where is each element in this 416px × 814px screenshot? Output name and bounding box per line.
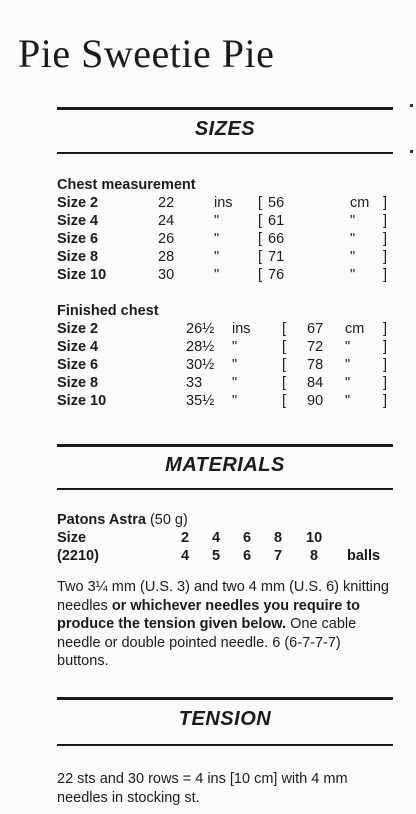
materials-color-label: (2210) bbox=[57, 548, 99, 564]
balls-count: 8 bbox=[310, 548, 319, 564]
size-label: Size 2 bbox=[57, 321, 99, 337]
yarn-name: Patons Astra bbox=[57, 512, 146, 528]
close-bracket: ] bbox=[383, 375, 388, 391]
cm-value: 78 bbox=[307, 357, 324, 373]
cm-value: 84 bbox=[307, 375, 324, 391]
inches-unit: " bbox=[232, 393, 238, 409]
balls-count: 5 bbox=[212, 548, 221, 564]
margin-mark bbox=[410, 150, 413, 153]
materials-size-value: 6 bbox=[243, 530, 252, 546]
inches-unit: " bbox=[214, 267, 220, 283]
inches-value: 28½ bbox=[186, 339, 215, 355]
inches-value: 33 bbox=[186, 375, 203, 391]
materials-size-value: 10 bbox=[306, 530, 323, 546]
open-bracket: [ bbox=[258, 231, 263, 247]
close-bracket: ] bbox=[383, 321, 388, 337]
size-label: Size 10 bbox=[57, 393, 107, 409]
tension-top-rule bbox=[57, 697, 393, 700]
close-bracket: ] bbox=[383, 249, 388, 265]
cm-unit: " bbox=[345, 357, 351, 373]
cm-value: 76 bbox=[268, 267, 285, 283]
open-bracket: [ bbox=[258, 213, 263, 229]
cm-value: 67 bbox=[307, 321, 324, 337]
inches-unit: " bbox=[214, 231, 220, 247]
size-label: Size 4 bbox=[57, 339, 99, 355]
inches-value: 22 bbox=[158, 195, 175, 211]
inches-value: 26 bbox=[158, 231, 175, 247]
sizes-bottom-rule bbox=[57, 152, 393, 154]
tension-text: 22 sts and 30 rows = 4 ins [10 cm] with 4 mm needles in stocking st. bbox=[57, 771, 348, 806]
close-bracket: ] bbox=[383, 357, 388, 373]
inches-unit: " bbox=[232, 357, 238, 373]
close-bracket: ] bbox=[383, 195, 388, 211]
size-label: Size 4 bbox=[57, 213, 99, 229]
balls-count: 7 bbox=[274, 548, 283, 564]
size-label: Size 2 bbox=[57, 195, 99, 211]
balls-count: 6 bbox=[243, 548, 252, 564]
materials-size-label: Size bbox=[57, 530, 87, 546]
cm-unit: " bbox=[345, 393, 351, 409]
chest-measurement-heading: Chest measurement bbox=[57, 177, 196, 193]
size-label: Size 8 bbox=[57, 249, 99, 265]
tension-bottom-rule bbox=[57, 744, 393, 746]
size-label: Size 6 bbox=[57, 357, 99, 373]
cm-unit: " bbox=[350, 267, 356, 283]
open-bracket: [ bbox=[258, 267, 263, 283]
open-bracket: [ bbox=[282, 393, 287, 409]
materials-size-value: 4 bbox=[212, 530, 221, 546]
materials-top-rule bbox=[57, 444, 393, 447]
size-label: Size 10 bbox=[57, 267, 107, 283]
cm-value: 61 bbox=[268, 213, 285, 229]
inches-unit: " bbox=[214, 213, 220, 229]
inches-unit: " bbox=[214, 249, 220, 265]
pattern-title: Pie Sweetie Pie bbox=[18, 31, 275, 76]
balls-label: balls bbox=[347, 548, 381, 564]
materials-heading: MATERIALS bbox=[165, 454, 285, 476]
cm-unit: " bbox=[350, 231, 356, 247]
open-bracket: [ bbox=[282, 357, 287, 373]
inches-value: 30½ bbox=[186, 357, 215, 373]
cm-value: 66 bbox=[268, 231, 285, 247]
yarn-line bbox=[57, 511, 188, 529]
cm-value: 90 bbox=[307, 393, 324, 409]
inches-unit: " bbox=[232, 375, 238, 391]
needles-text-2: One cable needle or double pointed needle. 6 (6-7-7-7) buttons. bbox=[57, 616, 357, 669]
open-bracket: [ bbox=[282, 321, 287, 337]
close-bracket: ] bbox=[383, 339, 388, 355]
inches-value: 26½ bbox=[186, 321, 215, 337]
yarn-weight: (50 g) bbox=[149, 512, 188, 528]
close-bracket: ] bbox=[383, 267, 388, 283]
balls-count: 4 bbox=[181, 548, 190, 564]
materials-size-value: 2 bbox=[181, 530, 190, 546]
inches-value: 35½ bbox=[186, 393, 215, 409]
cm-unit: " bbox=[345, 339, 351, 355]
needles-text-bold: or whichever needles you require to produce the tension given below. bbox=[57, 597, 361, 632]
cm-value: 71 bbox=[268, 249, 285, 265]
sizes-heading: SIZES bbox=[194, 118, 256, 140]
open-bracket: [ bbox=[282, 375, 287, 391]
open-bracket: [ bbox=[258, 195, 263, 211]
cm-value: 72 bbox=[307, 339, 324, 355]
cm-unit: " bbox=[350, 249, 356, 265]
cm-value: 56 bbox=[268, 195, 285, 211]
finished-chest-heading: Finished chest bbox=[57, 303, 159, 319]
inches-value: 28 bbox=[158, 249, 175, 265]
close-bracket: ] bbox=[383, 213, 388, 229]
close-bracket: ] bbox=[383, 393, 388, 409]
materials-bottom-rule bbox=[57, 488, 393, 490]
needles-paragraph bbox=[57, 578, 393, 671]
size-label: Size 8 bbox=[57, 375, 99, 391]
inches-value: 24 bbox=[158, 213, 175, 229]
inches-unit: " bbox=[232, 339, 238, 355]
sizes-top-rule bbox=[57, 107, 393, 110]
open-bracket: [ bbox=[282, 339, 287, 355]
size-label: Size 6 bbox=[57, 231, 99, 247]
cm-unit: cm bbox=[345, 321, 365, 337]
inches-unit: ins bbox=[232, 321, 251, 337]
cm-unit: cm bbox=[350, 195, 370, 211]
close-bracket: ] bbox=[383, 231, 388, 247]
inches-unit: ins bbox=[214, 195, 233, 211]
margin-mark bbox=[410, 104, 413, 107]
materials-size-value: 8 bbox=[274, 530, 283, 546]
open-bracket: [ bbox=[258, 249, 263, 265]
cm-unit: " bbox=[345, 375, 351, 391]
needles-text-1: Two 3¼ mm (U.S. 3) and two 4 mm (U.S. 6) knitting needles bbox=[57, 579, 389, 614]
cm-unit: " bbox=[350, 213, 356, 229]
inches-value: 30 bbox=[158, 267, 175, 283]
tension-heading: TENSION bbox=[178, 708, 272, 730]
